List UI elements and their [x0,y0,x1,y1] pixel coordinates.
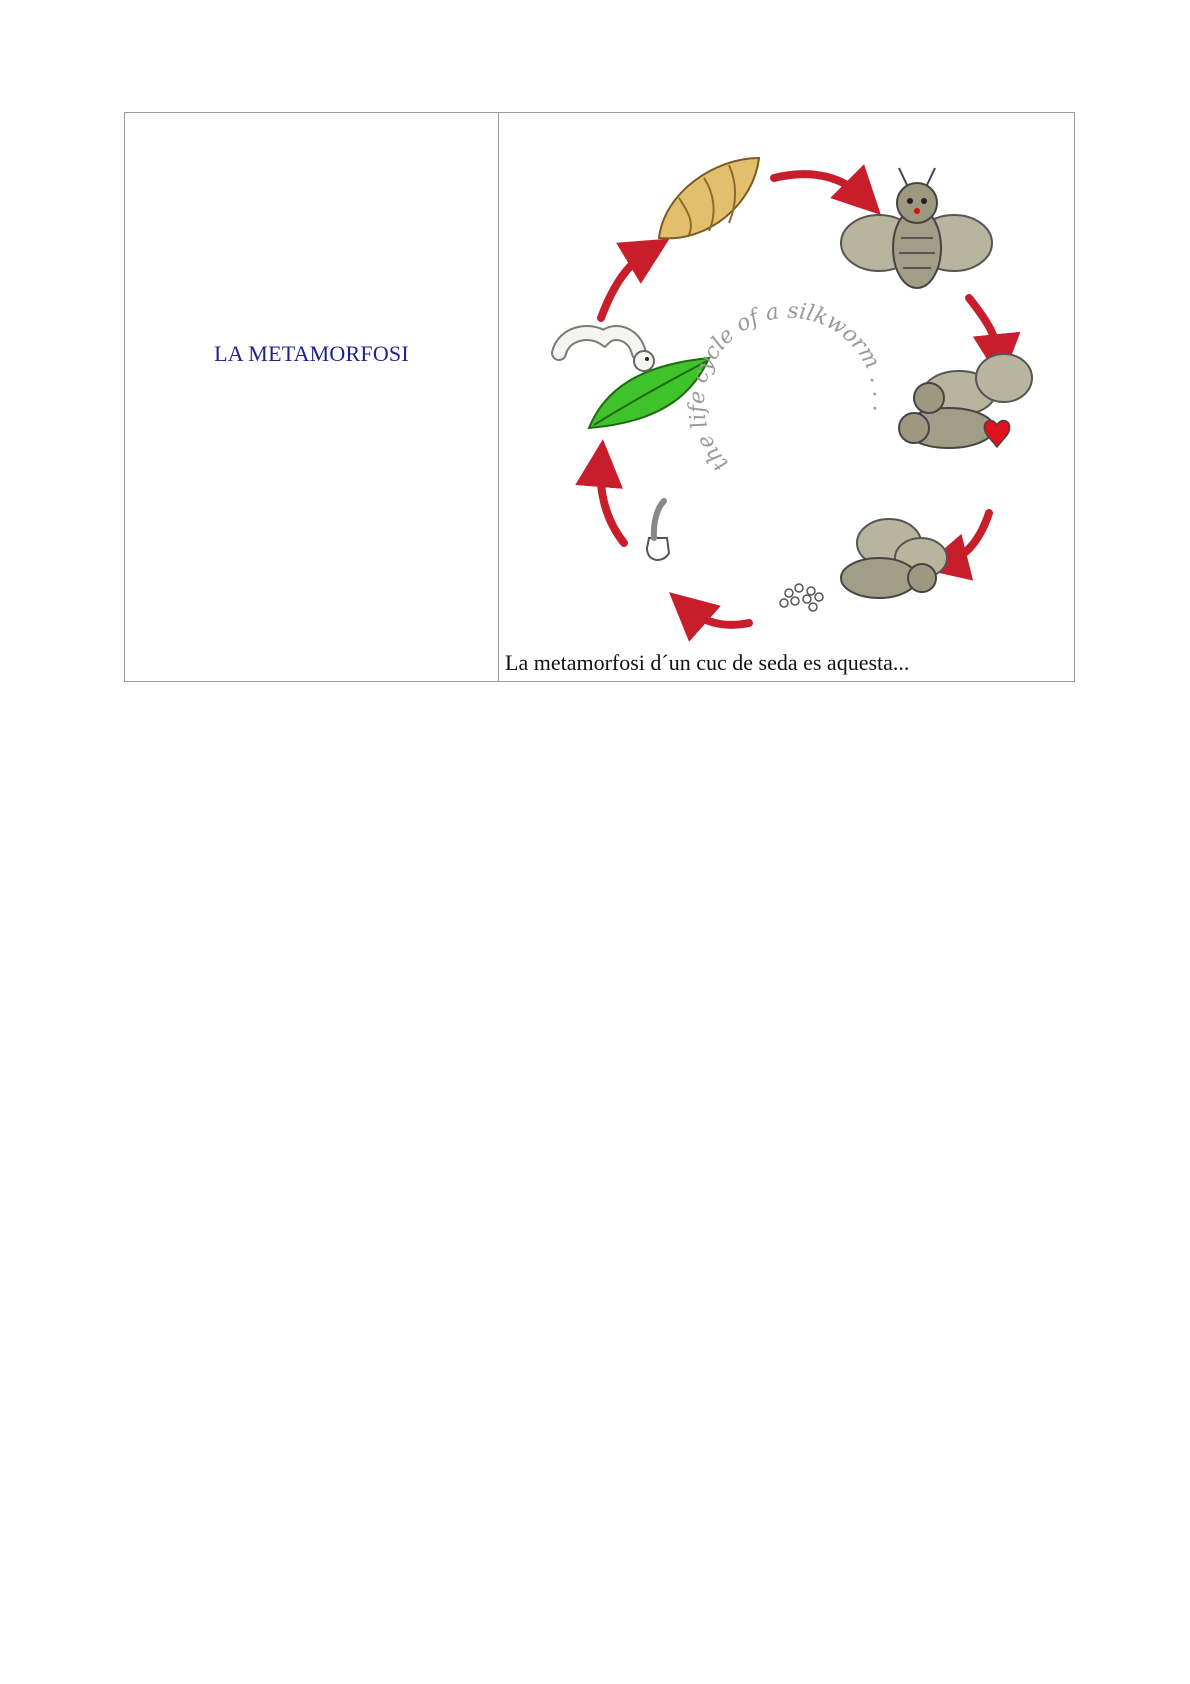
cocoon-icon [659,158,759,238]
eggs-icon [780,584,823,611]
hatching-egg-icon [647,501,669,560]
life-cycle-caption: the life cycle of a silkworm . . . [684,298,894,476]
silkworm-on-leaf-icon [559,333,709,428]
silkworm-life-cycle-illustration [529,123,1049,643]
table-cell-title [125,113,499,681]
moth-icon [841,168,992,288]
arrow-hatch-to-worm [601,463,624,543]
arrow-laying-to-hatch [687,608,749,625]
arrow-moth-to-mating [969,298,999,358]
mating-moths-icon [899,354,1032,448]
page-title: LA METAMORFOSI [214,341,409,366]
metamorphosis-table [124,112,1075,682]
image-caption: La metamorfosi d´un cuc de seda es aquesta... [505,650,910,675]
moth-laying-eggs-icon [780,519,947,611]
arrow-cocoon-to-moth [774,174,864,198]
table-cell-illustration [499,113,1074,681]
arrow-worm-to-cocoon [601,251,649,318]
arrow-mating-to-laying [944,513,989,563]
